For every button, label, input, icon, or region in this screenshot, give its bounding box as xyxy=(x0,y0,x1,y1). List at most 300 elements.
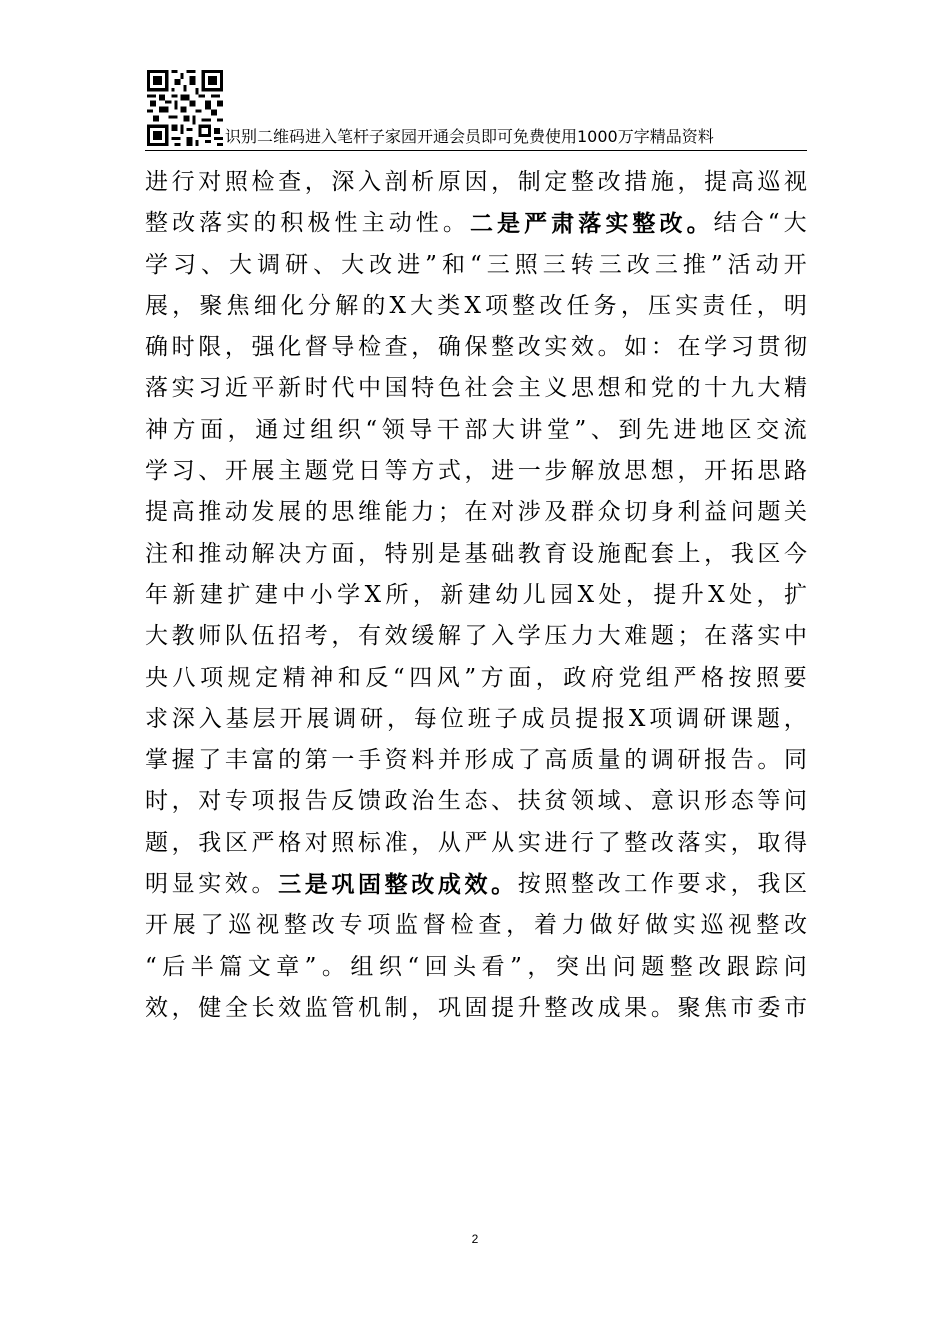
text-char: 研 xyxy=(703,705,727,732)
bold-char: 效 xyxy=(464,871,488,899)
text-char: 基 xyxy=(225,705,249,732)
text-char: 展 xyxy=(306,705,330,732)
text-char: 报 xyxy=(602,705,626,732)
text-char: 聚 xyxy=(199,292,223,319)
text-char: 方 xyxy=(411,458,435,485)
text-char: 在 xyxy=(704,623,728,650)
text-char: 深 xyxy=(171,705,195,732)
text-char: 成 xyxy=(521,705,545,732)
text-char: ， xyxy=(677,169,701,195)
text-char: 对 xyxy=(198,169,222,195)
text-char: 项 xyxy=(484,292,508,319)
qr-code-icon[interactable] xyxy=(147,70,223,146)
text-char: 我 xyxy=(198,829,222,856)
text-char: 区 xyxy=(224,829,248,856)
text-char: 问 xyxy=(730,499,754,526)
bold-char: 巩 xyxy=(331,871,355,899)
text-char: 回 xyxy=(424,953,448,980)
text-char: 类 xyxy=(437,292,461,319)
text-char: 义 xyxy=(544,375,568,402)
text-char: 群 xyxy=(571,499,594,526)
text-char: 质 xyxy=(571,747,594,774)
text-char: 调 xyxy=(257,251,281,278)
text-char: 想 xyxy=(650,458,674,485)
text-char: 整 xyxy=(145,210,168,237)
text-char: ， xyxy=(171,994,195,1021)
text-char: 格 xyxy=(701,664,725,691)
text-char: 代 xyxy=(331,375,355,402)
text-char: 切 xyxy=(624,499,648,526)
text-char: 报 xyxy=(704,747,728,774)
text-char: 焦 xyxy=(226,292,250,319)
text-char: X xyxy=(364,581,381,608)
text-char: 我 xyxy=(757,871,781,898)
text-char: 难 xyxy=(624,623,648,650)
text-char: 区 xyxy=(757,540,781,567)
text-char: 思 xyxy=(757,458,781,485)
text-char: 平 xyxy=(251,375,275,402)
text-char: 主 xyxy=(278,458,302,485)
text-char: 量 xyxy=(597,747,621,774)
text-char: 教 xyxy=(517,540,541,567)
text-char: 明 xyxy=(783,292,807,319)
text-char: 视 xyxy=(784,169,807,195)
text-char: 反 xyxy=(365,664,389,691)
text-char: 位 xyxy=(440,705,464,732)
text-char: 定 xyxy=(255,664,279,691)
text-char: 治 xyxy=(411,788,435,815)
text-char: 堂 xyxy=(546,416,570,443)
text-char: 儿 xyxy=(522,581,546,608)
text-char: 从 xyxy=(437,829,461,856)
text-char: 考 xyxy=(304,623,328,650)
text-char: 行 xyxy=(171,169,195,195)
text-char: 形 xyxy=(704,788,728,815)
text-char: 通 xyxy=(255,416,279,443)
text-char: 主 xyxy=(517,375,541,402)
text-char: ” xyxy=(510,953,522,980)
bold-char: 严 xyxy=(524,210,548,238)
bold-char: 固 xyxy=(358,871,381,899)
text-char: 开 xyxy=(279,705,303,732)
text-char: 特 xyxy=(411,375,435,402)
text-char: 彻 xyxy=(784,334,807,361)
text-char: 出 xyxy=(584,953,608,980)
text-char: 扩 xyxy=(784,581,807,608)
text-char: ； xyxy=(437,499,461,526)
text-char: ； xyxy=(677,623,701,650)
text-char: 展 xyxy=(278,499,302,526)
text-char: 是 xyxy=(437,540,461,567)
text-line xyxy=(145,740,807,781)
text-char: 明 xyxy=(145,871,168,898)
text-char: 掌 xyxy=(145,747,168,774)
text-char: ， xyxy=(224,334,248,361)
text-char: 研 xyxy=(677,747,701,774)
text-char: 并 xyxy=(437,747,461,774)
text-char: 压 xyxy=(648,292,672,319)
text-line xyxy=(145,162,807,203)
text-char: 研 xyxy=(285,251,309,278)
text-line xyxy=(145,286,807,327)
text-char: 对 xyxy=(304,829,328,856)
text-char: 调 xyxy=(676,705,700,732)
text-char: 和 xyxy=(441,251,465,278)
text-char: 开 xyxy=(783,251,807,278)
text-char: 整 xyxy=(512,292,536,319)
text-char: 党 xyxy=(650,375,674,402)
bold-char: 二 xyxy=(469,210,493,238)
text-char: ， xyxy=(331,623,355,650)
text-line xyxy=(145,699,807,740)
text-line xyxy=(145,781,807,822)
text-char: 流 xyxy=(783,416,807,443)
text-char: 建 xyxy=(467,581,491,608)
text-char: 告 xyxy=(730,747,754,774)
text-char: 查 xyxy=(278,169,302,195)
text-char: 监 xyxy=(304,994,328,1021)
text-char: 严 xyxy=(673,664,697,691)
text-char: 项 xyxy=(200,664,224,691)
text-char: 推 xyxy=(198,540,222,567)
text-char: 改 xyxy=(597,169,621,195)
text-char: 督 xyxy=(304,334,328,361)
text-char: 对 xyxy=(491,499,515,526)
text-char: 按 xyxy=(517,871,541,898)
text-char: 方 xyxy=(304,540,328,567)
text-char: 所 xyxy=(385,581,409,608)
text-char: 强 xyxy=(251,334,275,361)
text-char: 关 xyxy=(784,499,807,526)
text-char: 格 xyxy=(278,829,302,856)
text-char: ， xyxy=(464,458,488,485)
text-char: 转 xyxy=(570,251,594,278)
text-char: X xyxy=(464,292,481,319)
text-char: 习 xyxy=(730,334,754,361)
text-char: 落 xyxy=(199,210,223,237)
text-char: 特 xyxy=(384,540,408,567)
text-char: 料 xyxy=(411,747,435,774)
text-char: 照 xyxy=(514,251,538,278)
text-char: X xyxy=(389,292,406,319)
text-char: 力 xyxy=(561,912,585,939)
text-char: 管 xyxy=(331,994,355,1021)
text-char: 招 xyxy=(278,623,302,650)
text-char: 识 xyxy=(677,788,701,815)
text-char: 导 xyxy=(331,334,355,361)
text-line xyxy=(145,368,807,409)
text-char: 习 xyxy=(173,251,197,278)
bold-char: 整 xyxy=(384,871,408,899)
text-char: 、 xyxy=(198,458,222,485)
text-char: 极 xyxy=(307,210,331,237)
text-char: ” xyxy=(710,251,723,278)
text-line xyxy=(145,327,807,368)
text-char: 提 xyxy=(575,705,599,732)
text-char: 实 xyxy=(672,912,696,939)
text-char: 思 xyxy=(571,375,594,402)
text-char: 焦 xyxy=(704,994,728,1021)
text-line xyxy=(145,575,807,616)
text-char: 和 xyxy=(171,540,195,567)
text-char: 三 xyxy=(542,251,566,278)
text-char: 进 xyxy=(397,251,421,278)
text-char: 任 xyxy=(729,292,753,319)
text-char: 到 xyxy=(618,416,642,443)
text-char: 入 xyxy=(198,705,222,732)
text-char: 取 xyxy=(757,829,781,856)
text-char: 大 xyxy=(341,251,365,278)
text-char: 改 xyxy=(650,829,674,856)
text-char: 整 xyxy=(491,334,515,361)
text-char: ， xyxy=(506,912,530,939)
text-char: 。 xyxy=(321,953,345,980)
text-char: 成 xyxy=(597,994,621,1021)
text-char: 展 xyxy=(145,292,168,319)
header-banner-text: 识别二维码进入笔杆子家园开通会员即可免费使用1000万字精品资料 xyxy=(225,127,714,146)
text-char: 设 xyxy=(571,540,594,567)
text-char: 织 xyxy=(378,953,402,980)
text-char: 等 xyxy=(384,458,408,485)
text-char: 力 xyxy=(571,623,594,650)
text-char: 提 xyxy=(145,499,168,526)
text-char: 伍 xyxy=(251,623,275,650)
text-char: 我 xyxy=(730,540,754,567)
text-char: 。 xyxy=(597,334,621,361)
text-char: ” xyxy=(464,664,477,691)
text-char: 上 xyxy=(677,540,701,567)
bold-char: 是 xyxy=(497,210,521,238)
text-char: 、 xyxy=(201,251,225,278)
text-char: ， xyxy=(411,829,435,856)
text-char: 教 xyxy=(171,623,195,650)
text-char: ” xyxy=(304,953,317,980)
bold-char: 肃 xyxy=(551,210,575,238)
text-char: 确 xyxy=(437,334,461,361)
text-char: 缓 xyxy=(411,623,435,650)
text-char: 题 xyxy=(145,829,168,856)
text-char: 检 xyxy=(450,912,474,939)
text-char: 对 xyxy=(198,788,222,815)
text-char: 深 xyxy=(331,169,355,195)
text-char: 检 xyxy=(251,169,275,195)
text-char: 生 xyxy=(437,788,461,815)
text-char: 积 xyxy=(280,210,304,237)
bold-char: 三 xyxy=(278,871,302,899)
text-char: 实 xyxy=(226,210,250,237)
text-char: 四 xyxy=(409,664,433,691)
text-char: 提 xyxy=(491,994,515,1021)
text-char: 章 xyxy=(276,953,300,980)
text-char: 实 xyxy=(675,292,699,319)
text-char: “ xyxy=(407,953,420,980)
text-char: 高 xyxy=(730,169,754,195)
text-char: 别 xyxy=(411,540,435,567)
text-char: 国 xyxy=(384,375,408,402)
text-char: 区 xyxy=(728,416,752,443)
text-char: 面 xyxy=(508,664,532,691)
text-char: 的 xyxy=(253,210,277,237)
text-char: 利 xyxy=(677,499,701,526)
text-char: 近 xyxy=(224,375,248,402)
text-char: 式 xyxy=(437,458,461,485)
text-char: 解 xyxy=(335,292,359,319)
text-char: 建 xyxy=(199,581,223,608)
text-char: 涉 xyxy=(517,499,541,526)
text-char: 实 xyxy=(544,334,568,361)
text-char: 面 xyxy=(200,416,224,443)
text-char: 导 xyxy=(409,416,433,443)
text-char: ， xyxy=(756,581,780,608)
text-char: 做 xyxy=(589,912,613,939)
text-char: 检 xyxy=(358,334,381,361)
text-char: 学 xyxy=(145,251,168,278)
text-char: 改 xyxy=(517,334,541,361)
text-char: 八 xyxy=(172,664,196,691)
text-char: 项 xyxy=(649,705,673,732)
text-char: 政 xyxy=(563,664,587,691)
text-char: 面 xyxy=(331,540,355,567)
text-char: 制 xyxy=(384,994,408,1021)
text-char: 组 xyxy=(350,953,374,980)
text-char: ， xyxy=(411,994,435,1021)
text-char: 整 xyxy=(571,871,594,898)
text-char: 。 xyxy=(650,994,674,1021)
text-char: 思 xyxy=(624,458,648,485)
text-char: 制 xyxy=(517,169,541,195)
text-char: 调 xyxy=(650,747,674,774)
text-char: 第 xyxy=(304,747,328,774)
text-char: 踪 xyxy=(755,953,779,980)
text-char: 动 xyxy=(224,540,248,567)
text-char: 会 xyxy=(491,375,515,402)
text-char: 原 xyxy=(437,169,461,195)
text-char: 落 xyxy=(677,829,701,856)
text-char: 地 xyxy=(701,416,725,443)
text-char: 意 xyxy=(650,788,674,815)
text-char: 整 xyxy=(756,912,780,939)
text-line xyxy=(145,203,807,244)
text-char: 细 xyxy=(253,292,277,319)
text-char: 三 xyxy=(486,251,510,278)
text-char: 问 xyxy=(612,953,636,980)
text-char: 头 xyxy=(453,953,477,980)
text-char: 提 xyxy=(704,169,728,195)
text-char: 。 xyxy=(757,747,781,774)
text-char: 过 xyxy=(282,416,306,443)
text-char: 标 xyxy=(358,829,381,856)
text-char: 如 xyxy=(624,334,648,361)
text-line xyxy=(145,534,807,575)
text-char: 小 xyxy=(309,581,333,608)
text-char: 思 xyxy=(331,499,355,526)
text-char: 题 xyxy=(304,458,328,485)
text-char: ， xyxy=(783,705,807,732)
text-char: 项 xyxy=(367,912,391,939)
text-char: 新 xyxy=(440,581,464,608)
text-char: 视 xyxy=(256,912,280,939)
text-char: X xyxy=(577,581,594,608)
text-char: 动 xyxy=(388,210,412,237)
text-char: 领 xyxy=(381,416,405,443)
bold-char: 。 xyxy=(491,871,515,899)
text-char: 、 xyxy=(590,416,614,443)
text-char: 巩 xyxy=(437,994,461,1021)
text-char: ， xyxy=(304,169,328,195)
bold-char: 成 xyxy=(437,871,461,899)
text-char: 监 xyxy=(395,912,419,939)
text-char: 高 xyxy=(171,499,195,526)
text-char: ， xyxy=(227,416,251,443)
text-char: 年 xyxy=(145,581,168,608)
text-char: 形 xyxy=(464,747,488,774)
text-char: 改 xyxy=(369,251,393,278)
text-char: 府 xyxy=(590,664,614,691)
text-char: 规 xyxy=(227,664,251,691)
text-char: 习 xyxy=(198,375,222,402)
text-char: 了 xyxy=(597,829,621,856)
text-char: 日 xyxy=(358,458,381,485)
bold-char: 是 xyxy=(304,871,328,899)
text-char: 放 xyxy=(597,458,621,485)
text-char: 一 xyxy=(331,747,355,774)
text-char: 跟 xyxy=(726,953,750,980)
text-char: 身 xyxy=(650,499,674,526)
text-char: 因 xyxy=(464,169,488,195)
text-char: 育 xyxy=(544,540,568,567)
text-char: 分 xyxy=(308,292,332,319)
text-char: 色 xyxy=(437,375,461,402)
text-char: 组 xyxy=(310,416,334,443)
text-char: 进 xyxy=(145,169,168,195)
text-char: 项 xyxy=(251,788,275,815)
text-char: 精 xyxy=(282,664,306,691)
text-char: “ xyxy=(145,953,157,980)
text-char: 建 xyxy=(254,581,278,608)
text-char: 域 xyxy=(597,788,621,815)
text-char: 实 xyxy=(517,829,541,856)
text-char: 十 xyxy=(704,375,728,402)
text-char: 限 xyxy=(198,334,222,361)
text-char: 讲 xyxy=(519,416,543,443)
text-char: 行 xyxy=(571,829,594,856)
text-char: “ xyxy=(392,664,405,691)
text-char: 决 xyxy=(278,540,302,567)
text-char: 在 xyxy=(464,499,488,526)
text-char: 能 xyxy=(384,499,408,526)
text-char: 反 xyxy=(331,788,355,815)
text-char: 实 xyxy=(171,375,195,402)
text-char: 落 xyxy=(730,623,754,650)
text-char: 巡 xyxy=(228,912,252,939)
text-char: 巡 xyxy=(700,912,724,939)
text-char: 九 xyxy=(730,375,754,402)
page-header xyxy=(145,70,807,151)
text-char: 了 xyxy=(464,623,488,650)
text-char: 活 xyxy=(727,251,751,278)
text-char: 务 xyxy=(593,292,617,319)
text-char: 求 xyxy=(704,871,728,898)
text-char: 着 xyxy=(533,912,557,939)
bold-char: 改 xyxy=(411,871,435,899)
text-char: 市 xyxy=(730,994,754,1021)
text-char: 园 xyxy=(550,581,574,608)
text-line xyxy=(145,988,807,1029)
text-char: 众 xyxy=(597,499,621,526)
text-char: 了 xyxy=(200,912,224,939)
text-char: 员 xyxy=(548,705,572,732)
text-char: 幼 xyxy=(495,581,519,608)
